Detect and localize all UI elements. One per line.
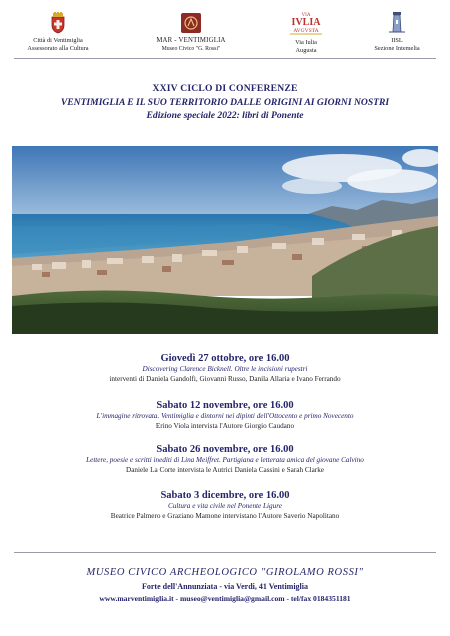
museum-contacts[interactable]: www.marventimiglia.it - museo@ventimiglia@gmail.com - tel/fax 0184351181: [99, 594, 351, 603]
event-subject: Discovering Clarence Bicknell. Oltre le incisioni rupestri: [142, 365, 308, 373]
museum-name: MUSEO CIVICO ARCHEOLOGICO "GIROLAMO ROSSI": [86, 567, 364, 578]
iisl-tower-icon: [362, 12, 432, 34]
event-date: Giovedì 27 ottobre, ore 16.00: [160, 353, 290, 364]
museum-emblem-icon: [146, 12, 236, 34]
event-2: [0, 399, 450, 431]
event-subject: Lettere, poesie e scritti inediti di Lina Meiffret. Partigiana e letterata amica del giovane Calvino: [86, 456, 364, 464]
svg-text:IVLIA: IVLIA: [291, 17, 321, 28]
logo-line-2: Museo Civico "G. Rossi": [161, 46, 221, 52]
event-4: [0, 489, 450, 521]
event-date: Sabato 26 novembre, ore 16.00: [156, 444, 294, 455]
event-speakers: Daniele La Corte intervista le Autrici Daniela Cassini e Sarah Clarke: [126, 466, 324, 474]
event-date: Sabato 3 dicembre, ore 16.00: [160, 490, 290, 501]
svg-text:VIA: VIA: [301, 13, 311, 18]
event-date: Sabato 12 novembre, ore 16.00: [156, 400, 294, 411]
logo-line-1: Via Iulia: [295, 39, 317, 46]
logo-line-1: IISL: [391, 37, 403, 44]
svg-text:AVGVSTA: AVGVSTA: [293, 28, 319, 34]
logo-line-2: Assessorato alla Cultura: [27, 45, 89, 52]
event-speakers: interventi di Daniela Gandolfi, Giovanni Russo, Danila Allaria e Ivano Ferrando: [109, 375, 341, 383]
city-crest-icon: [18, 12, 98, 34]
event-speakers: Erino Viola intervista l'Autore Giorgio Caudano: [155, 422, 295, 430]
logo-citta-ventimiglia: [18, 12, 98, 53]
coastline-panorama-photo: [12, 146, 438, 334]
event-1: [0, 352, 450, 384]
event-subject: L'immagine ritrovata. Ventimiglia e dintorni nei dipinti dell'Ottocento e primo Novecento: [96, 412, 354, 420]
event-subject: Cultura e vita civile nel Ponente Ligure: [168, 502, 282, 510]
conference-cycle-title: XXIV CICLO DI CONFERENZE: [152, 83, 298, 94]
logo-line-2: Augusta: [295, 47, 317, 54]
logo-iisl: [362, 12, 432, 53]
top-divider: [14, 58, 436, 59]
logo-line-1: MAR - VENTIMIGLIA: [156, 37, 226, 44]
logo-line-2: Sezione Intemelia: [374, 45, 420, 52]
via-iulia-augusta-logo-icon: [276, 10, 336, 36]
logo-mar-ventimiglia: [146, 12, 236, 53]
logo-via-iulia-augusta: [276, 10, 336, 55]
bottom-divider: [14, 552, 436, 553]
event-speakers: Beatrice Palmero e Graziano Mamone intervistano l'Autore Saverio Napolitano: [110, 512, 340, 520]
museum-address: Forte dell'Annunziata - via Verdi, 41 Ventimiglia: [141, 582, 308, 591]
conference-series-subtitle: VENTIMIGLIA E IL SUO TERRITORIO DALLE ORIGINI AI GIORNI NOSTRI: [60, 97, 390, 108]
event-3: [0, 443, 450, 475]
edition-subtitle: Edizione speciale 2022: libri di Ponente: [146, 110, 304, 121]
logo-line-1: Città di Ventimiglia: [33, 37, 83, 44]
